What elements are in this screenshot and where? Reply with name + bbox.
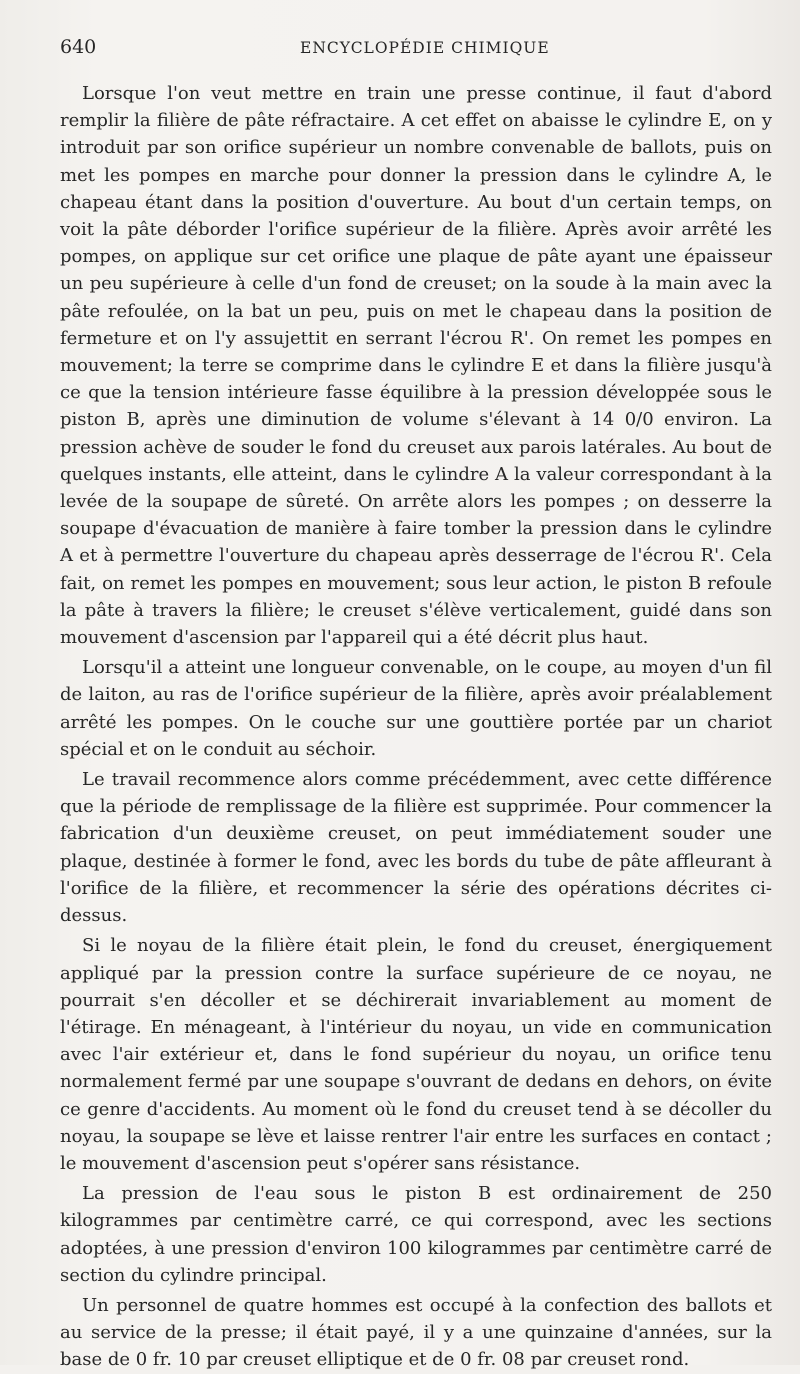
paragraph-press-startup: Lorsque l'on veut mettre en train une presse continue, il faut d'abord remplir la filière de pâte réfractaire. A cet effet on abaisse le cylindre E, on y introduit par son orifice supérieur un nombre convenable de ballots, puis on met les pompes en marche pour donner la pression dans le cylindre A, le chapeau étant dans la position d'ouverture. Au bout d'un certain temps, on voit la pâte déborder l'orifice supérieur de la filière. Après avoir arrêté les pompes, on applique sur cet orifice une plaque de pâte ayant une épaisseur un peu supérieure à celle d'un fond de creuset; on la soude à la main avec la pâte refoulée, on la bat un peu, puis on met le chapeau dans la position de fermeture et on l'y assujettit en serrant l'écrou R'. On remet les pompes en mouvement; la terre se comprime dans le cylindre E et dans la filière jusqu'à ce que la tension intérieure fasse équilibre à la pression développée sous le piston B, après une diminution de volume s'élevant à 14 0/0 environ. La pression achève de souder le fond du creuset aux parois latérales. Au bout de quelques instants, elle atteint, dans le cylindre A la valeur correspondant à la levée de la soupape de sûreté. On arrête alors les pompes ; on desserre la soupape d'évacuation de manière à faire tomber la pression dans le cylindre A et à permettre l'ouverture du chapeau après desserrage de l'écrou R'. Cela fait, on remet les pompes en mouvement; sous leur action, le piston B refoule la pâte à travers la filière; le creuset s'élève verticalement, guidé dans son mouvement d'ascension par l'appareil qui a été décrit plus haut.	[60, 83, 772, 649]
paragraph-hollow-core: Si le noyau de la filière était plein, le fond du creuset, énergiquement appliqué par la pression contre la surface supérieure de ce noyau, ne pourrait s'en décoller et se déchirerait invariablement au moment de l'étirage. En ménageant, à l'intérieur du noyau, un vide en communication avec l'air extérieur et, dans le fond supérieur du noyau, un orifice tenu normalement fermé par une soupape s'ouvrant de dedans en dehors, on évite ce genre d'accidents. Au moment où le fond du creuset tend à se décoller du noyau, la soupape se lève et laisse rentrer l'air entre les surfaces en contact ; le mouvement d'ascension peut s'opérer sans résistance.	[60, 935, 772, 1174]
paragraph-labour-cost: Un personnel de quatre hommes est occupé à la confection des ballots et au service de la presse; il était payé, il y a une quinzaine d'années, sur la base de 0 fr. 10 par creuset elliptique et de 0 fr. 08 par creuset rond.	[60, 1294, 772, 1371]
running-title: ENCYCLOPÉDIE CHIMIQUE	[300, 39, 550, 57]
running-header	[60, 36, 770, 64]
paragraph-cutting-crucible: Lorsqu'il a atteint une longueur convenable, on le coupe, au moyen d'un fil de laiton, au ras de l'orifice supérieur de la filière, après avoir préalablement arrêté les pompes. On le couche sur une gouttière portée par un chariot spécial et on le conduit au séchoir.	[60, 657, 772, 760]
paragraph-water-pressure: La pression de l'eau sous le piston B est ordinairement de 250 kilogrammes par centimètre carré, ce qui correspond, avec les sections adoptées, à une pression d'environ 100 kilogrammes par centimètre carré de section du cylindre principal.	[60, 1183, 772, 1286]
body-text	[60, 80, 772, 1374]
paragraph-work-resumes: Le travail recommence alors comme précédemment, avec cette différence que la période de remplissage de la filière est supprimée. Pour commencer la fabrication d'un deuxième creuset, on peut immédiatement souder une plaque, destinée à former le fond, avec les bords du tube de pâte affleurant à l'orifice de la filière, et recommencer la série des opérations décrites ci-dessus.	[60, 769, 772, 927]
page-number: 640	[60, 36, 97, 58]
